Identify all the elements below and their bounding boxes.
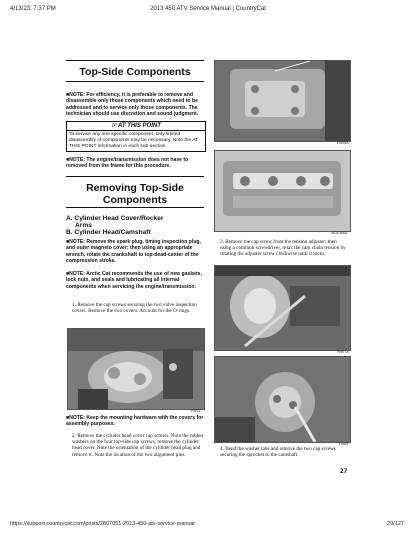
manual-page-number: 27	[340, 468, 348, 475]
subheading-b: B. Cylinder Head/Camshaft	[66, 229, 151, 236]
figure-label-md1084a: MD1084A	[331, 231, 347, 235]
figure-label-fi607a: FI607A	[337, 350, 349, 354]
step-3: 3. Remove the cap screw from the tension adjuster; then using a common screwdriver, relax the cam chain tension by rotating the adjuster screw clockwise until it locks.	[220, 239, 346, 258]
print-title: 2013 450 ATV Service Manual | CountryCat	[150, 6, 266, 12]
section-title-removing-line2: Components	[102, 194, 168, 206]
note-arctic-cat: ■NOTE: Arctic Cat recommends the use of new gaskets, lock nuts, and seals and lubricating all internal components when servicing the engine/transmission.	[66, 271, 202, 290]
print-page-counter: 29/127	[387, 521, 404, 527]
pointing-hand-icon: ☞	[111, 123, 118, 129]
photo-cylinder-head-camshaft	[214, 150, 351, 232]
section-title-removing-line1: Removing Top-Side	[86, 182, 184, 194]
section-title-top-side: Top-Side Components	[79, 66, 191, 78]
photo-valve-inspection-covers	[67, 328, 205, 410]
note-engine-removal: ■NOTE: The engine/transmission does not have to removed from the frame for this procedure.	[66, 157, 189, 170]
figure-label-fi608: FI608	[339, 442, 349, 446]
step-1: 1. Remove the cap screws securing the two valve inspection covers. Remove the two covers. Account for the O-rings.	[72, 302, 197, 315]
note-efficiency: ■NOTE: For efficiency, it is preferable to remove and disassemble only those components which need to be addressed and to service only those components. The technician should use discretion and sound judgment.	[66, 92, 199, 117]
subheading-a-cont: Arms	[75, 222, 92, 229]
title2-rule-top	[66, 176, 204, 177]
subheading-a: A. Cylinder Head Cover/Rocker	[66, 215, 164, 222]
figure-label-fi602: FI602	[191, 409, 201, 413]
at-this-point-box	[66, 121, 206, 152]
photo-cylinder-head-cover	[214, 60, 351, 142]
figure-label-fi605a: FI605A	[337, 141, 349, 145]
at-this-point-heading: ☞ AT THIS POINT	[67, 122, 205, 131]
at-this-point-text: To service any one specific component, only limited disassembly of components may be necessary. Note the AT THIS POINT information in each sub-section.	[69, 132, 199, 149]
print-date: 4/13/23, 7:37 PM	[10, 6, 56, 12]
print-url: https://support.countrycat.com/posts/2807051-2013-450-atv-service-manual	[10, 521, 195, 527]
photo-tension-adjuster	[214, 265, 351, 351]
photo-camshaft-sprocket	[214, 356, 351, 443]
step-4: 4. Bend the washer tabs and remove the two cap screws securing the sprocket to the camshaft.	[220, 446, 336, 459]
title2-rule-bottom	[66, 207, 204, 208]
note-spark-plug: ■NOTE: Remove the spark plug, timing inspection plug, and outer magneto cover; then using an appropriate wrench, rotate the crankshaft to top-dead-center of the compression stroke.	[66, 239, 201, 264]
note-mounting-hardware: ■NOTE: Keep the mounting hardware with the covers for assembly purposes.	[66, 415, 204, 428]
step-2: 2. Remove the cylinder head cover cap screws. Note the rubber washers on the four top-side cap screws; remove the cylinder head cover. Note the orientation of the cylinder head plug and remove it. Note the location of the two alignment pins.	[72, 433, 204, 458]
title-rule-bottom	[66, 81, 204, 82]
title-rule-top	[66, 60, 204, 61]
